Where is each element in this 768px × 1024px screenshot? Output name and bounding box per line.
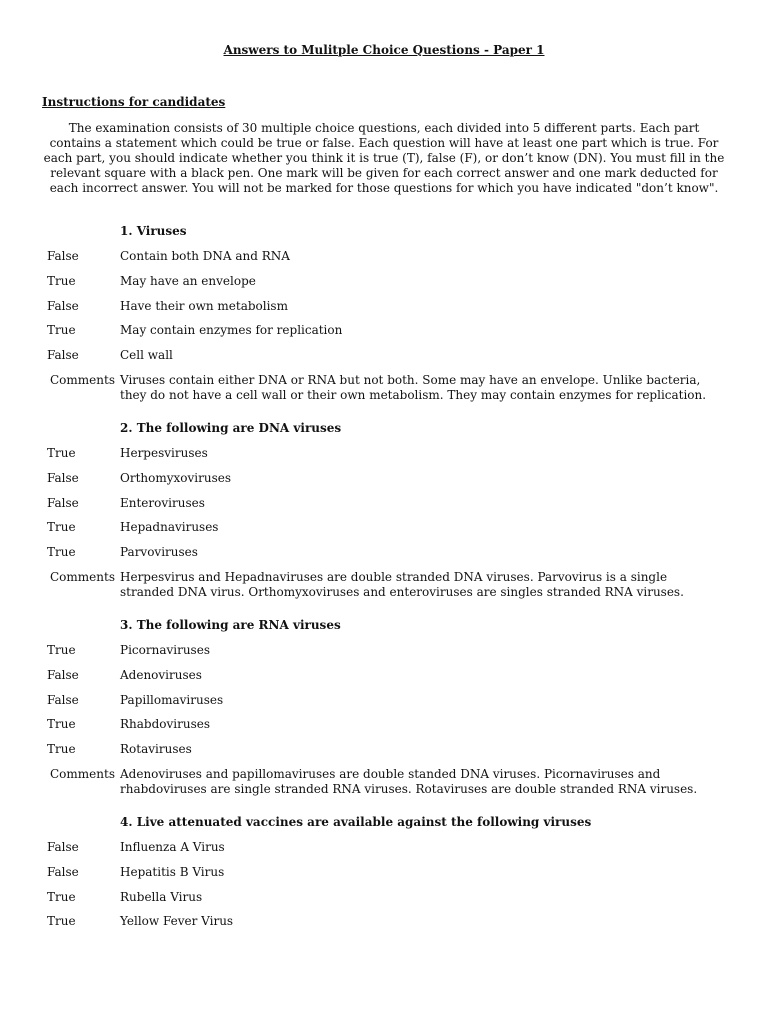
answer-statement: Papillomaviruses xyxy=(120,692,224,707)
answer-statement: Influenza A Virus xyxy=(120,839,225,854)
instructions-heading: Instructions for candidates xyxy=(42,95,226,109)
question-2 xyxy=(0,421,768,600)
answer-row xyxy=(0,446,768,471)
answer-statement: Hepadnaviruses xyxy=(120,520,219,535)
answer-statement: Yellow Fever Virus xyxy=(120,914,234,929)
answer-statement: May have an envelope xyxy=(120,273,256,288)
comment-text: Adenoviruses and papillomaviruses are double standed DNA viruses. Picornaviruses and rhabdoviruses are single stranded RNA viruses. Rotaviruses are double stranded RNA viruses. xyxy=(120,766,698,796)
answer-row xyxy=(0,348,768,373)
answer-value: True xyxy=(47,717,76,732)
answer-row xyxy=(0,865,768,890)
answer-row xyxy=(0,274,768,299)
answer-value: True xyxy=(47,273,76,288)
question-3 xyxy=(0,618,768,797)
answer-statement: Cell wall xyxy=(120,348,173,363)
answer-value: False xyxy=(47,470,79,485)
answer-value: True xyxy=(47,889,76,904)
comment-row xyxy=(0,570,768,600)
comment-row xyxy=(0,767,768,797)
answer-row xyxy=(0,545,768,570)
answer-value: False xyxy=(47,692,79,707)
answer-row xyxy=(0,742,768,767)
instructions-text: The examination consists of 30 multiple choice questions, each divided into 5 different parts. Each part contains a statement which could be true or false. Each question will have at least one part which is true. For each part, you should indicate whether you think it is true (T), false (F), or don’t know (DN). You must fill in the relevant square with a black pen. One mark will be given for each correct answer and one mark deducted for each incorrect answer. You will not be marked for those questions for which you have indicated "don’t know". xyxy=(43,121,725,195)
question-title: 1. Viruses xyxy=(120,224,187,238)
answer-statement: Rotaviruses xyxy=(120,742,192,757)
answer-statement: Herpesviruses xyxy=(120,445,208,460)
answer-statement: May contain enzymes for replication xyxy=(120,323,343,338)
question-1 xyxy=(0,224,768,403)
answer-row xyxy=(0,840,768,865)
answer-value: False xyxy=(47,249,79,263)
comment-label: Comments xyxy=(50,569,115,584)
answer-value: False xyxy=(47,667,79,682)
answer-statement: Rhabdoviruses xyxy=(120,717,211,732)
answer-value: False xyxy=(47,864,79,879)
answer-statement: Orthomyxoviruses xyxy=(120,470,231,485)
answer-row xyxy=(0,717,768,742)
answer-value: True xyxy=(47,520,76,535)
comment-label: Comments xyxy=(50,766,115,781)
answer-value: True xyxy=(47,914,76,929)
question-title: 4. Live attenuated vaccines are available against the following viruses xyxy=(120,814,592,829)
answer-statement: Parvoviruses xyxy=(120,545,198,560)
answer-statement: Picornaviruses xyxy=(120,642,210,657)
answer-value: True xyxy=(47,642,76,657)
answer-statement: Enteroviruses xyxy=(120,495,205,510)
answer-value: True xyxy=(47,445,76,460)
answer-row xyxy=(0,643,768,668)
answer-value: True xyxy=(47,742,76,757)
comment-label: Comments xyxy=(50,372,115,387)
answer-value: True xyxy=(47,545,76,560)
answer-row xyxy=(0,914,768,939)
answer-row xyxy=(0,299,768,324)
answer-statement: Contain both DNA and RNA xyxy=(120,249,290,263)
answer-statement: Adenoviruses xyxy=(120,667,202,682)
answer-value: True xyxy=(47,323,76,338)
answer-row xyxy=(0,890,768,915)
answer-value: False xyxy=(47,839,79,854)
answer-row xyxy=(0,693,768,718)
comment-row xyxy=(0,373,768,403)
answer-statement: Rubella Virus xyxy=(120,889,203,904)
answer-statement: Have their own metabolism xyxy=(120,298,288,313)
answer-statement: Hepatitis B Virus xyxy=(120,864,225,879)
answer-row xyxy=(0,668,768,693)
answer-value: False xyxy=(47,495,79,510)
question-4 xyxy=(0,815,768,939)
answer-row xyxy=(0,471,768,496)
question-title: 2. The following are DNA viruses xyxy=(120,420,342,435)
document-title: Answers to Mulitple Choice Questions - Paper 1 xyxy=(223,43,545,57)
comment-text: Viruses contain either DNA or RNA but not both. Some may have an envelope. Unlike bacteria, they do not have a cell wall or their own metabolism. They may contain enzymes for replication. xyxy=(120,372,707,402)
questions-list xyxy=(0,224,768,957)
comment-text: Herpesvirus and Hepadnaviruses are double stranded DNA viruses. Parvovirus is a single stranded DNA virus. Orthomyxoviruses and enteroviruses are singles stranded RNA viruses. xyxy=(120,569,684,599)
answer-row xyxy=(0,249,768,274)
answer-row xyxy=(0,323,768,348)
answer-value: False xyxy=(47,348,79,363)
answer-value: False xyxy=(47,298,79,313)
answer-row xyxy=(0,520,768,545)
question-title: 3. The following are RNA viruses xyxy=(120,617,341,632)
answer-row xyxy=(0,496,768,521)
